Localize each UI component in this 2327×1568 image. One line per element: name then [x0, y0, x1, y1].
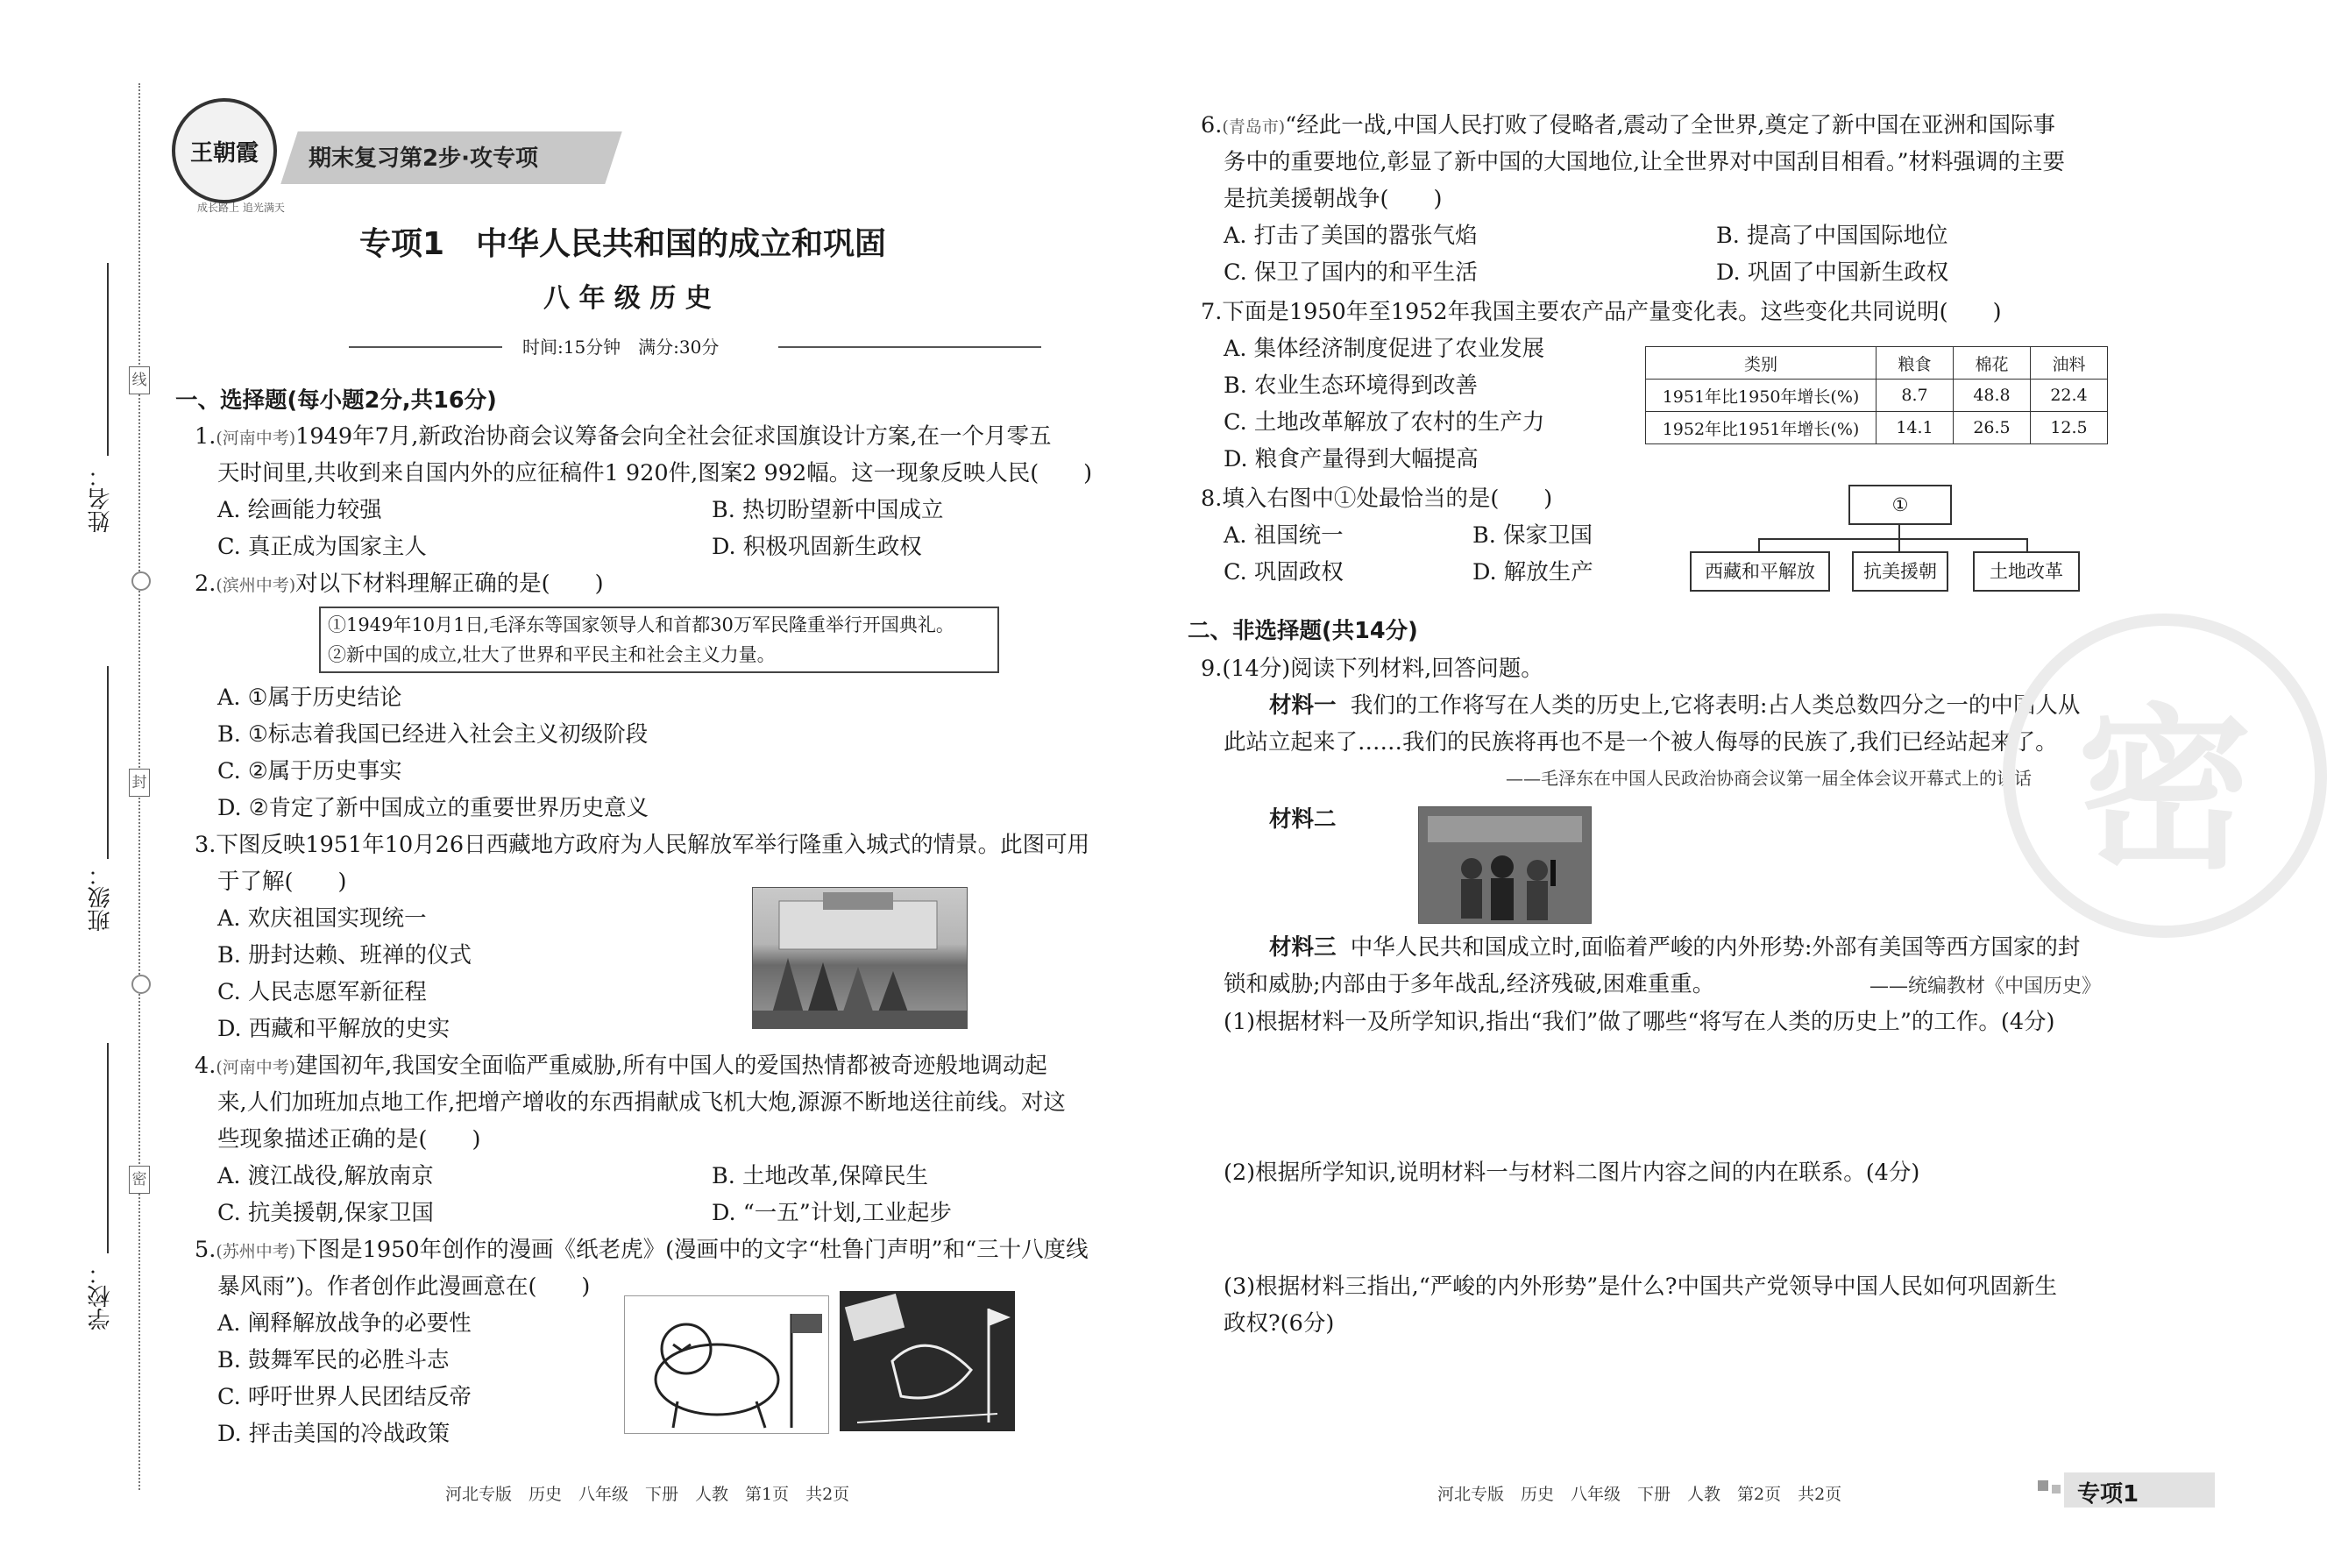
logo-badge: [172, 98, 277, 203]
q7-option-b[interactable]: B. 农业生态环境得到改善: [1224, 372, 1478, 399]
q2-source: (滨州中考): [216, 576, 296, 595]
q1-line2: 天时间里,共收到来自国内外的应征稿件1 920件,图案2 992幅。这一现象反映人民( ): [217, 460, 1093, 486]
q9-answer-area-2[interactable]: [1224, 1194, 2100, 1273]
q8-num: 8.: [1201, 486, 1223, 512]
q9-stem: 9.(14分)阅读下列材料,回答问题。: [1201, 656, 1543, 682]
diagram-child-box: 抗美援朝: [1852, 551, 1948, 592]
diagram-connector: [2026, 538, 2028, 551]
q3-option-a[interactable]: A. 欢庆祖国实现统一: [217, 905, 427, 932]
tibet-entry-photo: [752, 887, 968, 1029]
q7-option-a[interactable]: A. 集体经济制度促进了农业发展: [1224, 336, 1545, 362]
material1-text: 我们的工作将写在人类的历史上,它将表明:占人类总数四分之一的中国人从: [1350, 692, 2081, 719]
q2-option-d[interactable]: D. ②肯定了新中国成立的重要世界历史意义: [217, 795, 649, 821]
table-cell: 12.5: [2031, 412, 2108, 444]
q2-line1: [195, 565, 604, 604]
class-label: 班级：: [88, 863, 114, 932]
school-field[interactable]: [107, 1043, 109, 1253]
q3-line2: 于了解( ): [217, 869, 347, 895]
q1-line1: [195, 418, 1052, 457]
cartoon-1-illustration: [625, 1296, 828, 1433]
footer-tab-label: 专项1: [2077, 1481, 2139, 1508]
q2-option-a[interactable]: A. ①属于历史结论: [217, 685, 402, 711]
q6-option-c[interactable]: C. 保卫了国内的和平生活: [1224, 259, 1478, 286]
founding-ceremony-illustration: [1419, 807, 1591, 923]
table-header: 类别: [1646, 347, 1876, 380]
q9-sub1: (1)根据材料一及所学知识,指出“我们”做了哪些“将写在人类的历史上”的工作。(4分): [1224, 1009, 2055, 1035]
q1-option-a[interactable]: A. 绘画能力较强: [217, 497, 382, 523]
cut-mark-seal: 封: [129, 769, 150, 797]
page-subtitle: 八 年 级 历 史: [543, 283, 712, 314]
footer-tab-square: [2052, 1485, 2061, 1494]
q1-num: 1.: [195, 423, 216, 450]
q1-option-d[interactable]: D. 积极巩固新生政权: [712, 534, 922, 560]
paper-tiger-cartoon-1: [624, 1295, 829, 1434]
table-row: [1646, 412, 2108, 444]
table-cell: 14.1: [1876, 412, 1954, 444]
material3-source: ——统编教材《中国历史》: [1869, 976, 2102, 997]
q9-answer-area-3[interactable]: [1224, 1345, 2100, 1459]
production-table: [1645, 346, 2108, 444]
q6-num: 6.: [1201, 112, 1223, 138]
q5-num: 5.: [195, 1237, 216, 1263]
q3-line1: [195, 827, 1089, 863]
q4-text: 建国初年,我国安全面临严重威胁,所有中国人的爱国热情都被奇迹般地调动起: [295, 1053, 1047, 1079]
q3-text: 下图反映1951年10月26日西藏地方政府为人民解放军举行隆重入城式的情景。此图可用: [216, 832, 1090, 858]
q7-line1: [1201, 294, 2002, 330]
material3-line2: 锁和威胁;内部由于多年战乱,经济残破,困难重重。: [1224, 971, 1715, 997]
school-label: 学校：: [88, 1262, 114, 1330]
diagram-connector: [1898, 538, 1900, 551]
q6-option-b[interactable]: B. 提高了中国国际地位: [1716, 223, 1948, 249]
q7-num: 7.: [1201, 299, 1223, 325]
section1-heading: 一、选择题(每小题2分,共16分): [175, 387, 497, 414]
logo-motto: 成长路上 追光满天: [197, 202, 285, 214]
q4-line1: [195, 1047, 1047, 1086]
diagram-connector: [1898, 523, 1900, 539]
material1-label: 材料一: [1269, 692, 1337, 719]
footer-right: 河北专版 历史 八年级 下册 人教 第2页 共2页: [1437, 1485, 1842, 1504]
footer-tab-square: [2038, 1480, 2048, 1491]
table-header: 油料: [2031, 347, 2108, 380]
material2-label: 材料二: [1269, 806, 1337, 833]
q5-line2: 暴风雨”)。作者创作此漫画意在( ): [217, 1274, 591, 1300]
table-header: 棉花: [1954, 347, 2031, 380]
q4-source: (河南中考): [216, 1058, 296, 1077]
q6-text: “经此一战,中国人民打败了侵略者,震动了全世界,奠定了新中国在亚洲和国际事: [1285, 112, 2056, 138]
q3-option-d[interactable]: D. 西藏和平解放的史实: [217, 1016, 451, 1042]
q1-option-b[interactable]: B. 热切盼望新中国成立: [712, 497, 944, 523]
q5-text: 下图是1950年创作的漫画《纸老虎》(漫画中的文字“杜鲁门声明”和“三十八度线: [295, 1237, 1089, 1263]
material2-photo: [1418, 806, 1592, 924]
q4-option-c[interactable]: C. 抗美援朝,保家卫国: [217, 1200, 434, 1226]
q5-line1: [195, 1231, 1089, 1270]
q4-num: 4.: [195, 1053, 216, 1079]
q9-answer-area-1[interactable]: [1224, 1043, 2100, 1148]
q1-option-c[interactable]: C. 真正成为国家主人: [217, 534, 427, 560]
q8-option-c[interactable]: C. 巩固政权: [1224, 559, 1344, 585]
banner-text: 期末复习第2步·攻专项: [309, 145, 538, 172]
table-cell: 22.4: [2031, 380, 2108, 412]
q8-option-d[interactable]: D. 解放生产: [1472, 559, 1593, 585]
material3-line1: [1269, 929, 2080, 966]
material1-line2: 此站立起来了……我们的民族将再也不是一个被人侮辱的民族了,我们已经站起来了。: [1224, 729, 2058, 756]
q2-stem: 对以下材料理解正确的是( ): [295, 571, 604, 597]
q5-option-b[interactable]: B. 鼓舞军民的必胜斗志: [217, 1347, 450, 1373]
q8-stem: 填入右图中①处最恰当的是( ): [1222, 486, 1553, 512]
q2-material-box: [319, 607, 999, 673]
cut-mark-secret: 密: [129, 1166, 150, 1194]
q6-source: (青岛市): [1222, 117, 1286, 137]
q7-option-d[interactable]: D. 粮食产量得到大幅提高: [1224, 446, 1479, 472]
binding-hole: [131, 975, 151, 994]
q5-option-c[interactable]: C. 呼吁世界人民团结反帝: [217, 1384, 472, 1410]
watermark-char: 密: [2076, 688, 2253, 893]
q8-option-a[interactable]: A. 祖国统一: [1224, 522, 1344, 549]
material1-source: ——毛泽东在中国人民政治协商会议第一届全体会议开幕式上的讲话: [1506, 768, 2032, 789]
diagram-connector: [1758, 538, 1760, 551]
divider-left: [349, 346, 502, 348]
table-cell: 1951年比1950年增长(%): [1646, 380, 1876, 412]
tibet-photo-illustration: [753, 888, 967, 1028]
q8-line1: [1201, 480, 1552, 517]
table-cell: 1952年比1951年增长(%): [1646, 412, 1876, 444]
q1-source: (河南中考): [216, 429, 296, 448]
cartoon-2-illustration: [840, 1291, 1015, 1431]
q6-line3: 是抗美援朝战争( ): [1224, 186, 1443, 212]
q3-option-c[interactable]: C. 人民志愿军新征程: [217, 979, 427, 1005]
paper-tiger-cartoon-2: [840, 1291, 1015, 1431]
q9-sub3-line2: 政权?(6分): [1224, 1310, 1335, 1337]
q4-line3: 些现象描述正确的是( ): [217, 1126, 481, 1153]
table-header-row: [1646, 347, 2108, 380]
diagram-top-box: ①: [1848, 485, 1952, 525]
q5-option-a[interactable]: A. 阐释解放战争的必要性: [217, 1310, 472, 1337]
q4-option-d[interactable]: D. “一五”计划,工业起步: [712, 1200, 952, 1226]
q7-option-c[interactable]: C. 土地改革解放了农村的生产力: [1224, 409, 1545, 436]
material1-line1: [1269, 687, 2080, 724]
q5-option-d[interactable]: D. 抨击美国的冷战政策: [217, 1421, 451, 1447]
confidential-watermark: [2003, 614, 2327, 938]
section2-heading: 二、非选择题(共14分): [1188, 618, 1418, 644]
q3-option-b[interactable]: B. 册封达赖、班禅的仪式: [217, 942, 472, 968]
q1-text: 1949年7月,新政治协商会议筹备会向全社会征求国旗设计方案,在一个月零五: [295, 423, 1052, 450]
footer-left: 河北专版 历史 八年级 下册 人教 第1页 共2页: [445, 1485, 850, 1504]
table-row: [1646, 380, 2108, 412]
diagram-child-box: 西藏和平解放: [1690, 551, 1830, 592]
q2-option-b[interactable]: B. ①标志着我国已经进入社会主义初级阶段: [217, 721, 649, 748]
class-field[interactable]: [107, 666, 109, 859]
table-cell: 26.5: [1954, 412, 2031, 444]
q2-material-1: ①1949年10月1日,毛泽东等国家领导人和首都30万军民隆重举行开国典礼。: [328, 614, 954, 635]
name-field[interactable]: [107, 263, 109, 456]
time-info: 时间:15分钟 满分:30分: [522, 337, 720, 358]
q7-stem: 下面是1950年至1952年我国主要农产品产量变化表。这些变化共同说明( ): [1222, 299, 2002, 325]
q9-sub2: (2)根据所学知识,说明材料一与材料二图片内容之间的内在联系。(4分): [1224, 1160, 1920, 1186]
table-header: 粮食: [1876, 347, 1954, 380]
q9-sub3-line1: (3)根据材料三指出,“严峻的内外形势”是什么?中国共产党领导中国人民如何巩固新生: [1224, 1274, 2057, 1300]
divider-right: [778, 346, 1041, 348]
q4-option-b[interactable]: B. 土地改革,保障民生: [712, 1163, 929, 1189]
q2-option-c[interactable]: C. ②属于历史事实: [217, 758, 402, 784]
q6-line2: 务中的重要地位,彰显了新中国的大国地位,让全世界对中国刮目相看。”材料强调的主要: [1224, 149, 2066, 175]
q2-num: 2.: [195, 571, 216, 597]
page-title: 专项1 中华人民共和国的成立和巩固: [359, 226, 887, 262]
q4-option-a[interactable]: A. 渡江战役,解放南京: [217, 1163, 434, 1189]
q2-material-2: ②新中国的成立,壮大了世界和平民主和社会主义力量。: [328, 644, 776, 665]
material3-text: 中华人民共和国成立时,面临着严峻的内外形势:外部有美国等西方国家的封: [1350, 934, 2081, 961]
q6-line1: [1201, 107, 2055, 145]
binding-hole: [131, 571, 151, 591]
q4-line2: 来,人们加班加点地工作,把增产增收的东西捐献成飞机大炮,源源不断地送往前线。对这: [217, 1089, 1066, 1116]
q5-source: (苏州中考): [216, 1242, 296, 1261]
name-label: 姓名：: [88, 465, 114, 533]
q8-option-b[interactable]: B. 保家卫国: [1472, 522, 1593, 549]
logo-text: 王朝霞: [189, 139, 259, 167]
q6-option-d[interactable]: D. 巩固了中国新生政权: [1716, 259, 1949, 286]
diagram-connector: [1758, 538, 2026, 540]
material3-label: 材料三: [1269, 934, 1337, 961]
q6-option-a[interactable]: A. 打击了美国的嚣张气焰: [1224, 223, 1478, 249]
table-cell: 8.7: [1876, 380, 1954, 412]
table-cell: 48.8: [1954, 380, 2031, 412]
cut-mark-line: 线: [129, 366, 150, 394]
diagram-child-box: 土地改革: [1973, 551, 2080, 592]
q3-num: 3.: [195, 832, 216, 858]
